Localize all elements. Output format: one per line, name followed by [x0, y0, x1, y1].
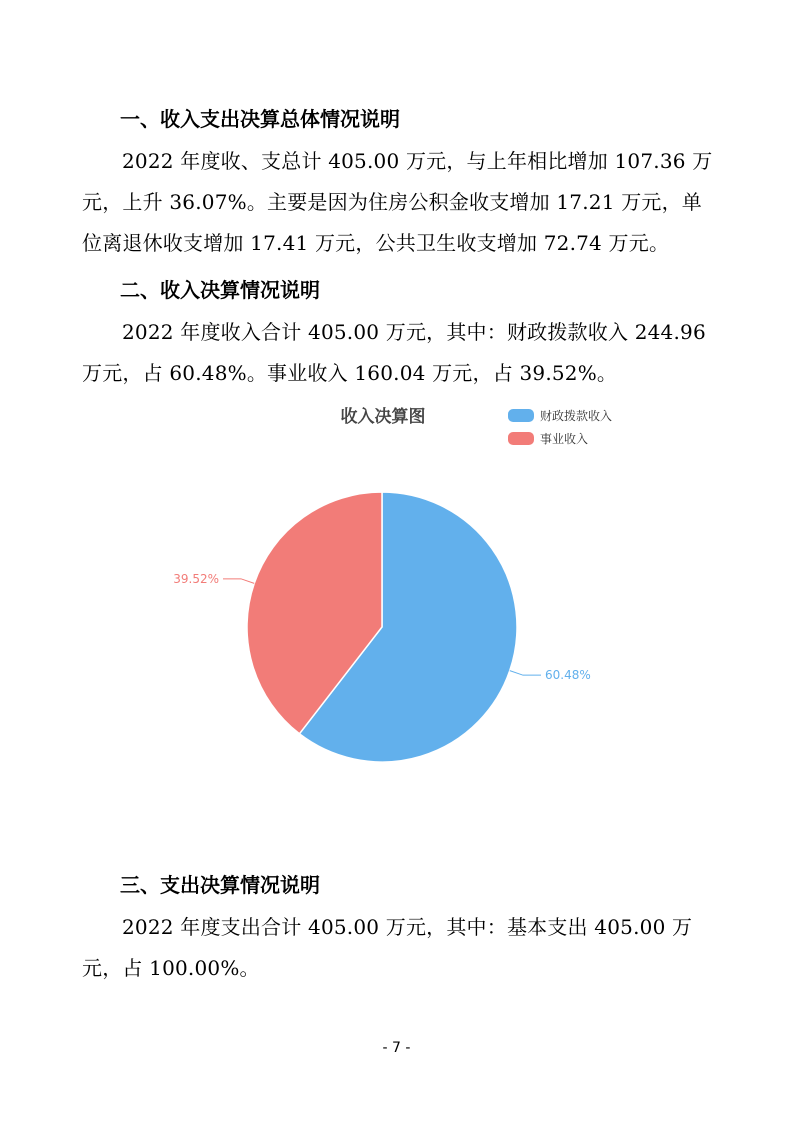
- pie-leader-line: [223, 579, 254, 584]
- section2-body: 2022 年度收入合计 405.00 万元，其中：财政拨款收入 244.96 万元，占 60.48%。事业收入 160.04 万元，占 39.52%。: [82, 320, 706, 385]
- page-number: - 7 -: [382, 1040, 411, 1056]
- legend-label: 财政拨款收入: [540, 409, 613, 423]
- section3-body: 2022 年度支出合计 405.00 万元，其中：基本支出 405.00 万元，占 100.00%。: [82, 915, 693, 980]
- section1-body: 2022 年度收、支总计 405.00 万元，与上年相比增加 107.36 万元，上升 36.07%。主要是因为住房公积金收支增加 17.21 万元，单位离退休收支增加 17.41 万元，公共卫生收支增加 72.74 万元。: [82, 149, 713, 255]
- section3-heading: 三、支出决算情况说明: [120, 873, 320, 897]
- chart-legend: [508, 408, 612, 446]
- pie-chart-svg: [173, 395, 620, 775]
- legend-swatch: [508, 432, 534, 445]
- chart-title: 收入决算图: [340, 407, 426, 427]
- pie-leader-line: [510, 671, 541, 676]
- legend-label: 事业收入: [540, 432, 589, 446]
- pie-data-label: 39.52%: [173, 571, 220, 586]
- legend-swatch: [508, 409, 534, 422]
- section2-heading: 二、收入决算情况说明: [120, 278, 320, 302]
- pie-slices: [247, 492, 517, 762]
- section1-heading: 一、收入支出决算总体情况说明: [120, 107, 400, 131]
- pie-data-label: 60.48%: [544, 668, 591, 683]
- income-pie-chart: [173, 395, 620, 775]
